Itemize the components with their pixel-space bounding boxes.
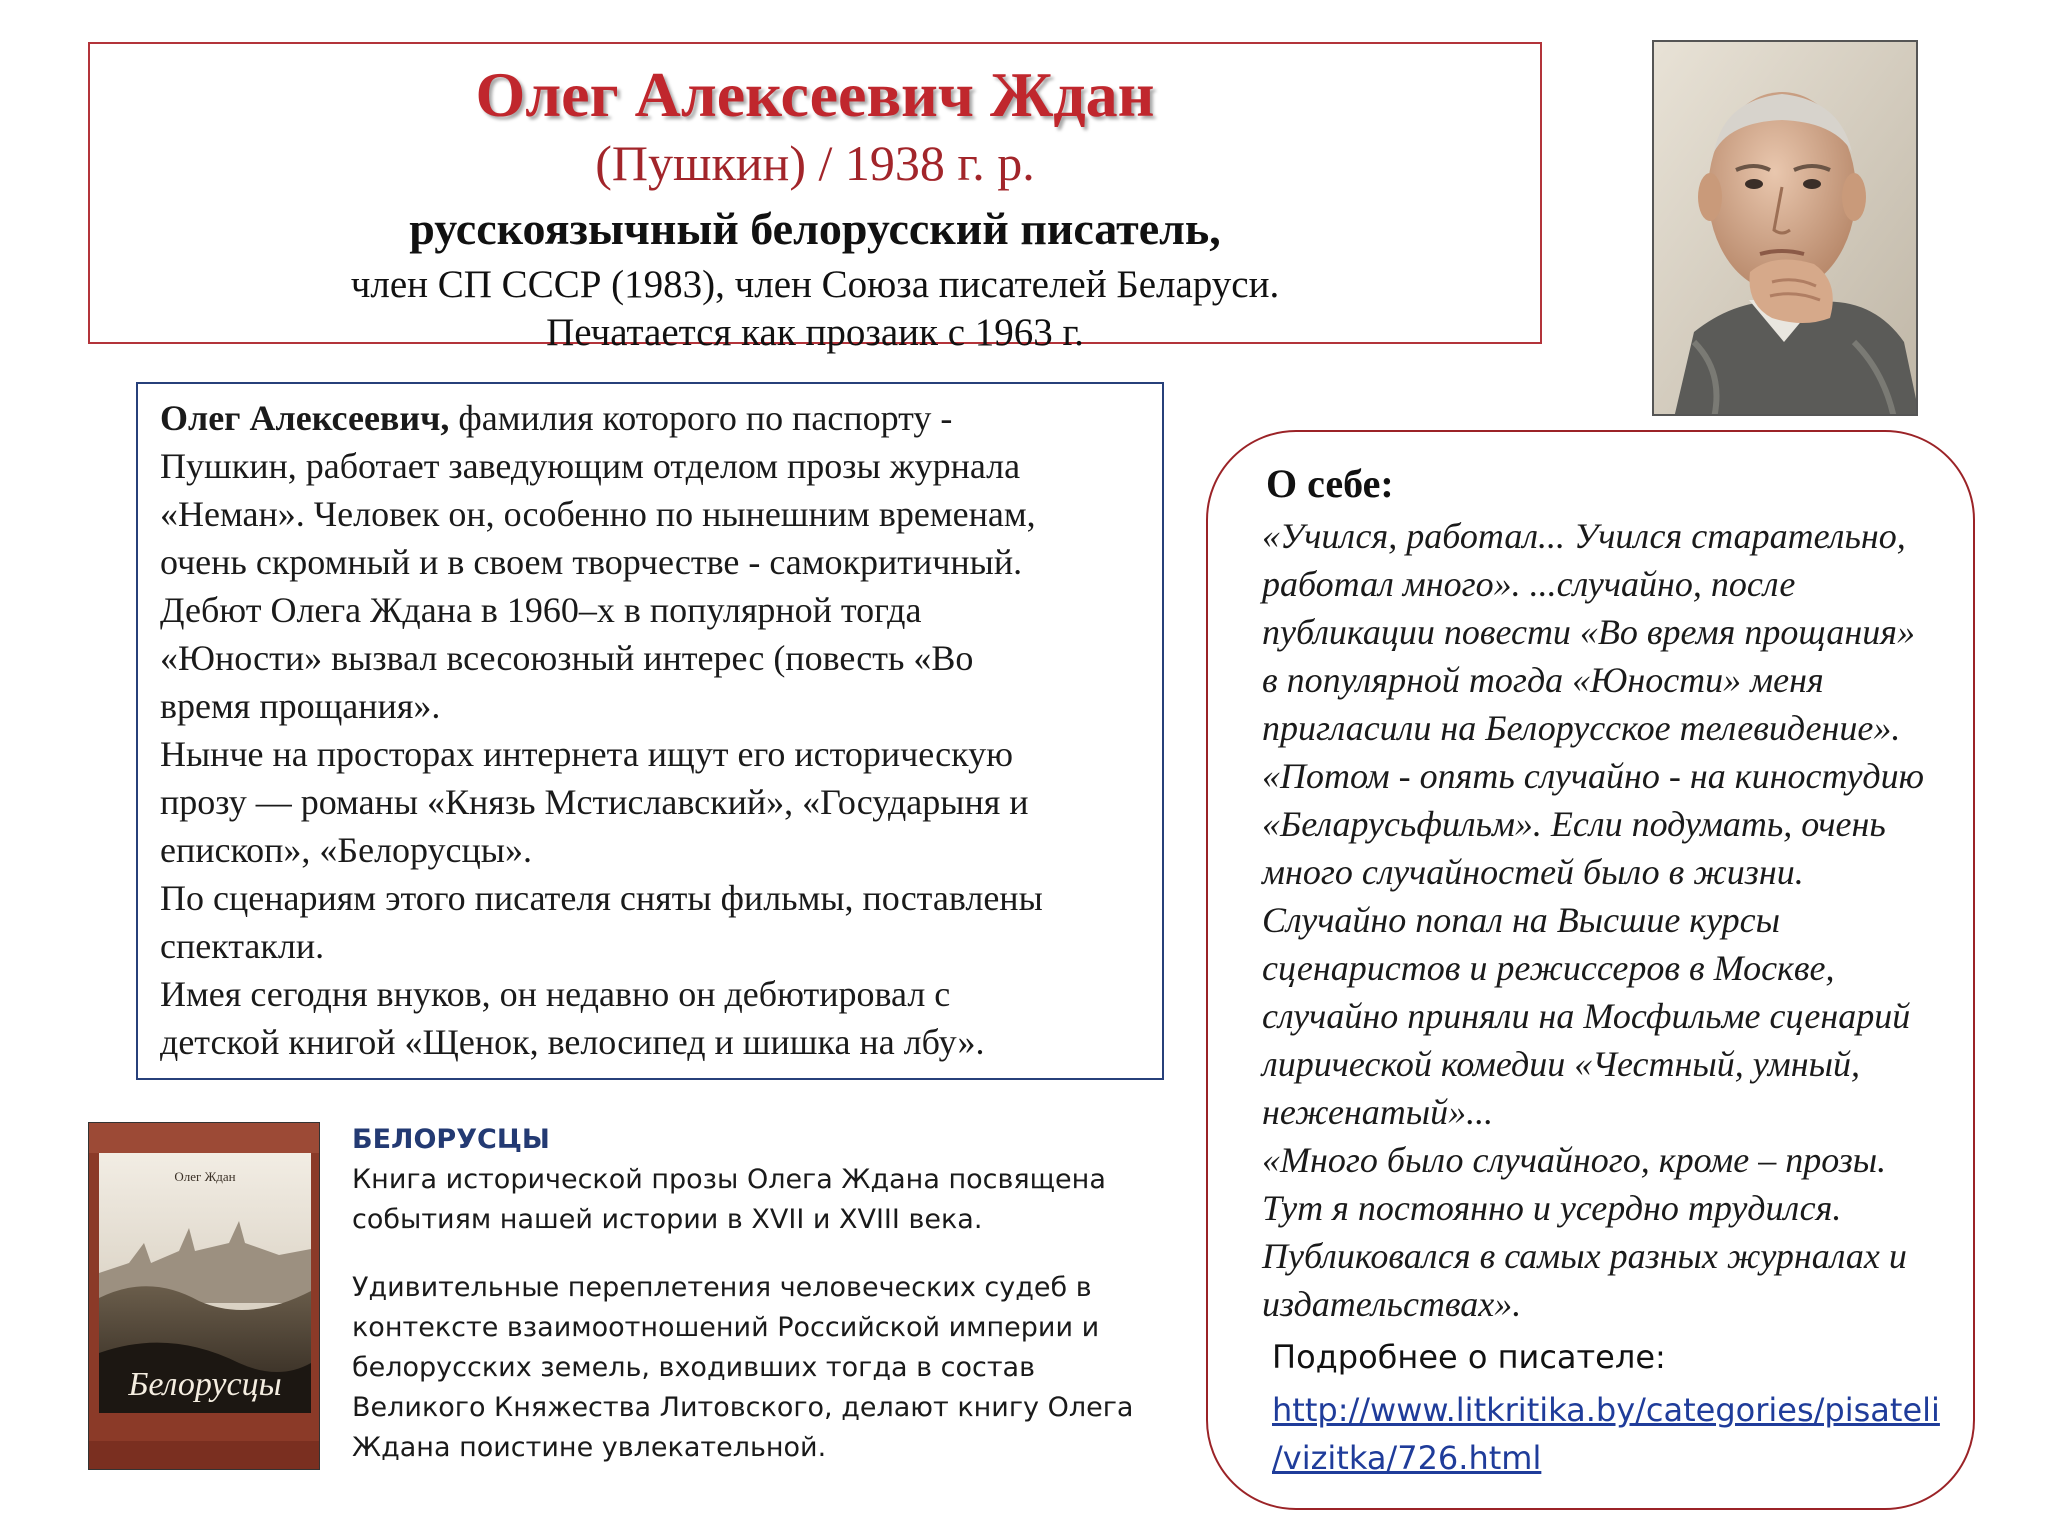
quote-line: в популярной тогда «Юности» меня: [1262, 660, 1824, 700]
biography-line: епископ», «Белорусцы».: [160, 830, 532, 870]
book-description-line: событиям нашей истории в XVII и XVIII века.: [352, 1204, 983, 1235]
quote-line: Тут я постоянно и усердно трудился.: [1262, 1188, 1842, 1228]
author-portrait: [1652, 40, 1918, 416]
book-description-line: белорусских земель, входивших тогда в состав: [352, 1352, 1036, 1383]
biography-line: «Юности» вызвал всесоюзный интерес (повесть «Во: [160, 638, 974, 678]
quote-line: лирической комедии «Честный, умный,: [1262, 1044, 1861, 1084]
quote-line: публикации повести «Во время прощания»: [1262, 612, 1916, 652]
biography-line: Дебют Олега Ждана в 1960–х в популярной тогда: [160, 590, 922, 630]
about-self-title: О себе:: [1266, 461, 1394, 506]
about-self-box: [1206, 430, 1975, 1510]
book-cover-image: [88, 1122, 320, 1470]
book-description-2: [352, 1268, 1152, 1468]
book-description-line: контексте взаимоотношений Российской империи и: [352, 1312, 1100, 1343]
quote-line: Случайно попал на Высшие курсы: [1262, 900, 1781, 940]
biography-line: Пушкин, работает заведующим отделом прозы журнала: [160, 446, 1021, 486]
book-description-1: [352, 1160, 1152, 1240]
quote-line: неженатый»...: [1262, 1092, 1494, 1132]
biography-line: время прощания».: [160, 686, 441, 726]
book-description-line: Великого Княжества Литовского, делают книгу Олега: [352, 1392, 1134, 1423]
link-line[interactable]: /vizitka/726.html: [1272, 1439, 1542, 1477]
biography-line: «Неман». Человек он, особенно по нынешним временам,: [160, 494, 1036, 534]
biography-text: [160, 394, 1142, 1066]
biography-line: Имея сегодня внуков, он недавно он дебютировал с: [160, 974, 951, 1014]
author-printing: Печатается как прозаик с 1963 г.: [546, 311, 1084, 354]
book-cover-title: Белорусцы: [128, 1366, 282, 1403]
title-box: [88, 42, 1542, 354]
quote-line: сценаристов и режиссеров в Москве,: [1262, 948, 1835, 988]
quote-line: «Беларусьфильм». Если подумать, очень: [1262, 804, 1886, 844]
author-name: Олег Алексеевич Ждан: [475, 59, 1155, 130]
author-membership: член СП СССР (1983), член Союза писателей Беларуси.: [350, 263, 1280, 306]
book-cover-author: Олег Ждан: [174, 1169, 236, 1184]
quote-line: «Много было случайного, кроме – прозы.: [1262, 1140, 1887, 1180]
biography-line: По сценариям этого писателя сняты фильмы, поставлены: [160, 878, 1043, 918]
biography-lead: Олег Алексеевич,: [160, 398, 450, 438]
book-description-line: Удивительные переплетения человеческих судеб в: [352, 1272, 1092, 1303]
biography-line: Нынче на просторах интернета ищут его историческую: [160, 734, 1013, 774]
biography-line: детской книгой «Щенок, велосипед и шишка на лбу».: [160, 1022, 985, 1062]
book-description-line: Ждана поистине увлекательной.: [352, 1432, 827, 1463]
quote-line: «Потом - опять случайно - на киностудию: [1262, 756, 1925, 796]
quote-line: Публиковался в самых разных журналах и: [1262, 1236, 1907, 1276]
quote-line: много случайностей было в жизни.: [1262, 852, 1804, 892]
book-description-line: Книга исторической прозы Олега Ждана посвящена: [352, 1164, 1106, 1195]
biography-box: [136, 382, 1164, 1080]
book-heading: БЕЛОРУСЦЫ: [352, 1124, 550, 1155]
author-pseudonym-year: (Пушкин) / 1938 г. р.: [595, 135, 1035, 191]
more-about-label: Подробнее о писателе:: [1272, 1338, 1666, 1376]
quote-line: пригласили на Белорусское телевидение».: [1262, 708, 1901, 748]
biography-line: прозу — романы «Князь Мстиславский», «Государыня и: [160, 782, 1029, 822]
biography-line: фамилия которого по паспорту -: [449, 398, 953, 438]
quote-line: случайно приняли на Мосфильме сценарий: [1262, 996, 1911, 1036]
biography-line: спектакли.: [160, 926, 325, 966]
quote-line: работал много». ...случайно, после: [1262, 564, 1796, 604]
about-self-quote: [1262, 512, 1982, 1328]
link-line[interactable]: http://www.litkritika.by/categories/pisateli: [1272, 1391, 1940, 1429]
quote-line: «Учился, работал... Учился старательно,: [1262, 516, 1906, 556]
writer-profile-link[interactable]: [1272, 1386, 1972, 1482]
quote-line: издательствах».: [1262, 1284, 1522, 1324]
author-role: русскоязычный белорусский писатель,: [409, 203, 1221, 254]
biography-line: очень скромный и в своем творчестве - самокритичный.: [160, 542, 1023, 582]
